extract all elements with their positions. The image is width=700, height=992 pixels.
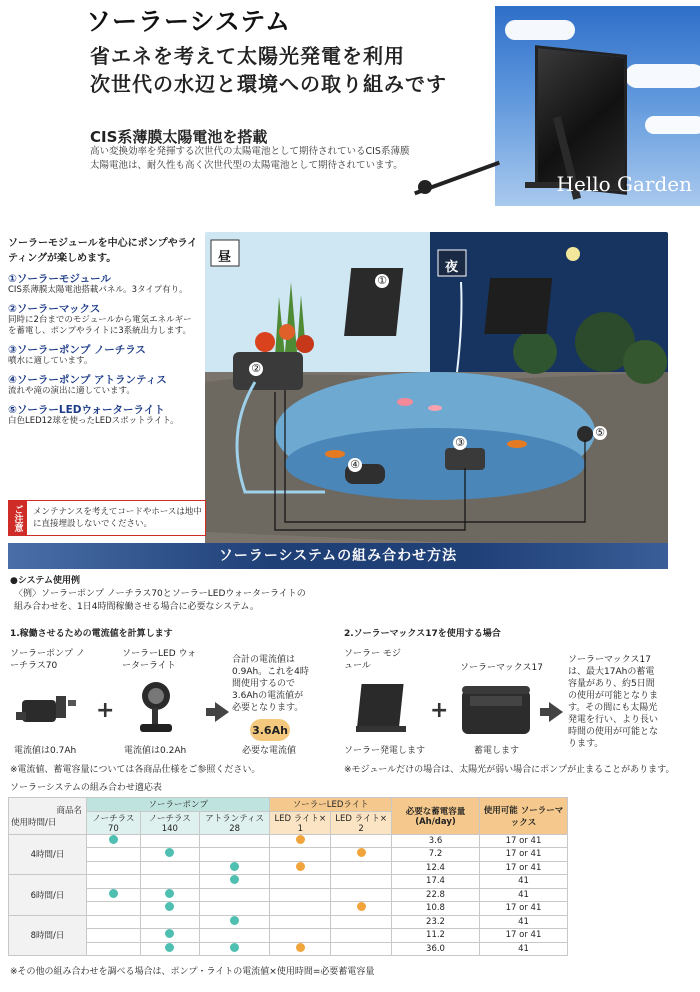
capacity-cell: 22.8 — [392, 888, 480, 902]
feature-4-title: ④ソーラーポンプ アトランティス — [8, 374, 167, 386]
pump-cell — [140, 861, 199, 875]
marker-4: ④ — [348, 458, 362, 472]
pump-cell — [140, 929, 199, 943]
solarmax-cell: 17 or 41 — [480, 929, 568, 943]
feature-2-desc: 同時に2台までのモジュールから電気エネルギーを蓄電し、ポンプやライトに3系統出力します。 — [8, 315, 192, 336]
led-cell — [270, 861, 331, 875]
pump-cell — [199, 929, 270, 943]
table-row — [9, 902, 568, 916]
step2-title: 2.ソーラーマックス17を使用する場合 — [344, 629, 501, 639]
hours-label: 8時間/日 — [9, 915, 87, 956]
sub-led-1: LED ライト× 1 — [270, 811, 331, 834]
step1-title: 1.稼働させるための電流値を計算します — [10, 629, 173, 639]
pump-cell — [87, 942, 141, 956]
marker-2: ② — [249, 362, 263, 376]
table-row — [9, 942, 568, 956]
pump-cell — [87, 902, 141, 916]
pump-cell — [199, 915, 270, 929]
pump-cell — [199, 861, 270, 875]
pump-cell — [87, 834, 141, 848]
feature-lead: ソーラーモジュールを中心にポンプやライティングが楽しめます。 — [8, 238, 198, 264]
step1-note: ※電流値、蓄電容量については各商品仕様をご参照ください。 — [10, 765, 261, 775]
pump-cell — [87, 875, 141, 889]
solarmax-cell: 17 or 41 — [480, 861, 568, 875]
led-dot-icon — [357, 848, 366, 857]
led-current: 電流値は0.2Ah — [124, 746, 187, 756]
sub-led-2: LED ライト× 2 — [331, 811, 392, 834]
table-row — [9, 888, 568, 902]
feature-5-title: ⑤ソーラーLEDウォーターライト — [8, 404, 165, 416]
day-label: 昼 — [218, 250, 232, 265]
solarmax-cell: 17 or 41 — [480, 848, 568, 862]
led-light-image — [130, 680, 180, 740]
max-explain: ソーラーマックス17は、最大17Ahの蓄電容量があり、約5日間の使用が可能となります。その間にも太陽光発電を行い、より長い時間の使用が可能となります。 — [568, 655, 659, 749]
marker-5: ⑤ — [593, 426, 607, 440]
section-subhead: CIS系薄膜太陽電池を搭載 — [90, 128, 268, 146]
led-cell — [331, 915, 392, 929]
result-pill: 3.6Ah — [250, 719, 290, 741]
tagline-line-1: 省エネを考えて太陽光発電を利用 — [90, 44, 405, 68]
pump-cell — [87, 861, 141, 875]
pump-cell — [87, 888, 141, 902]
led-cell — [270, 888, 331, 902]
capacity-cell: 11.2 — [392, 929, 480, 943]
led-cell — [331, 888, 392, 902]
led-name: ソーラーLED ウォーターライト — [122, 649, 197, 671]
led-cell — [331, 929, 392, 943]
pump-cell — [140, 942, 199, 956]
led-cell — [270, 848, 331, 862]
table-row — [9, 875, 568, 889]
feature-2-title: ②ソーラーマックス — [8, 303, 101, 315]
intro-text: 高い変換効率を発揮する次世代の太陽電池として期待されているCIS系薄膜太陽電池は、耐久性も高く次世代型の太陽電池として期待されています。 — [90, 146, 410, 171]
led-cell — [331, 848, 392, 862]
max-name: ソーラーマックス17 — [460, 663, 544, 673]
example-text: 〈例〉ソーラーポンプ ノーチラス70とソーラーLEDウォーターライトの組み合わせを、1日4時間稼働させる場合に必要なシステム。 — [14, 589, 306, 612]
feature-list — [8, 236, 198, 427]
feature-3-title: ③ソーラーポンプ ノーチラス — [8, 344, 146, 356]
max-caption: 蓄電します — [474, 746, 520, 756]
pump-cell — [199, 942, 270, 956]
led-cell — [331, 861, 392, 875]
capacity-cell: 12.4 — [392, 861, 480, 875]
table-row — [9, 848, 568, 862]
pump-dot-icon — [109, 889, 118, 898]
solarmax-cell: 17 or 41 — [480, 902, 568, 916]
feature-1-desc: CIS系薄膜太陽電池搭載パネル。3タイプ有り。 — [8, 285, 188, 295]
combination-banner: ソーラーシステムの組み合わせ方法 — [8, 543, 668, 569]
pump-cell — [140, 915, 199, 929]
caution-text: メンテナンスを考えてコードやホースは地中に直接埋設しないでください。 — [33, 507, 202, 529]
solarmax-cell: 17 or 41 — [480, 834, 568, 848]
led-cell — [270, 875, 331, 889]
pump-name: ソーラーポンプ ノーチラス70 — [10, 649, 85, 671]
pump-dot-icon — [230, 943, 239, 952]
solarmax-image — [460, 682, 532, 736]
marker-1: ① — [375, 274, 389, 288]
marker-3: ③ — [453, 436, 467, 450]
table-row — [9, 915, 568, 929]
capacity-cell: 7.2 — [392, 848, 480, 862]
pump-dot-icon — [165, 943, 174, 952]
led-cell — [331, 902, 392, 916]
solarmax-cell: 41 — [480, 942, 568, 956]
module-name: ソーラー モジュール — [344, 649, 401, 671]
led-cell — [270, 915, 331, 929]
hours-label: 4時間/日 — [9, 834, 87, 875]
pump-cell — [199, 888, 270, 902]
pond-illustration — [205, 232, 668, 552]
pump-cell — [140, 875, 199, 889]
led-cell — [331, 875, 392, 889]
example-heading: ●システム使用例 — [10, 576, 80, 586]
capacity-cell: 36.0 — [392, 942, 480, 956]
plus-sign-2: + — [430, 698, 449, 723]
sub-pump-1: ノーチラス70 — [87, 811, 141, 834]
pump-dot-icon — [165, 929, 174, 938]
led-cell — [270, 942, 331, 956]
capacity-cell: 17.4 — [392, 875, 480, 889]
step2-note: ※モジュールだけの場合は、太陽光が弱い場合にポンプが止まることがあります。 — [344, 765, 675, 775]
combination-table — [8, 797, 568, 956]
pump-dot-icon — [230, 862, 239, 871]
pond-scene-svg — [205, 232, 668, 552]
watermark-text: Hello Garden — [556, 172, 692, 196]
pump-dot-icon — [230, 875, 239, 884]
table-row — [9, 861, 568, 875]
pump-cell — [140, 888, 199, 902]
pump-cell — [87, 848, 141, 862]
table-row — [9, 929, 568, 943]
solarmax-cell: 41 — [480, 875, 568, 889]
feature-4-desc: 流れや滝の演出に適しています。 — [8, 386, 135, 396]
table-caption: ソーラーシステムの組み合わせ適応表 — [10, 783, 162, 793]
pump-cell — [140, 834, 199, 848]
col-capacity: 必要な蓄電容量 (Ah/day) — [392, 798, 480, 835]
corner-product: 商品名 — [56, 805, 82, 816]
arrow-icon-2 — [540, 702, 563, 722]
pump-dot-icon — [109, 835, 118, 844]
pump-cell — [199, 902, 270, 916]
cable-plug — [418, 180, 432, 194]
pump-dot-icon — [165, 902, 174, 911]
led-dot-icon — [296, 943, 305, 952]
led-cell — [270, 902, 331, 916]
night-label: 夜 — [445, 260, 459, 275]
solarmax-cell: 41 — [480, 888, 568, 902]
pump-cell — [199, 834, 270, 848]
solar-panel-photo — [495, 6, 700, 206]
feature-1-title: ①ソーラーモジュール — [8, 273, 111, 285]
solarmax-cell: 41 — [480, 915, 568, 929]
table-body — [9, 834, 568, 956]
pump-cell — [87, 929, 141, 943]
capacity-cell: 3.6 — [392, 834, 480, 848]
led-dot-icon — [357, 902, 366, 911]
pump-dot-icon — [165, 848, 174, 857]
pump-cell — [199, 848, 270, 862]
led-cell — [331, 942, 392, 956]
led-dot-icon — [296, 862, 305, 871]
led-cell — [270, 834, 331, 848]
feature-5-desc: 白色LED12球を使ったLEDスポットライト。 — [8, 416, 179, 426]
sub-pump-3: アトランティス28 — [199, 811, 270, 834]
pump-cell — [87, 915, 141, 929]
corner-hours: 使用時間/日 — [11, 817, 57, 828]
pump-cell — [140, 848, 199, 862]
module-image — [350, 680, 412, 738]
pump-current: 電流値は0.7Ah — [14, 746, 77, 756]
caution-box — [8, 500, 206, 536]
hours-label: 6時間/日 — [9, 875, 87, 916]
col-solarmax: 使用可能 ソーラーマックス — [480, 798, 568, 835]
plus-sign-1: + — [96, 698, 115, 723]
capacity-cell: 23.2 — [392, 915, 480, 929]
led-cell — [270, 929, 331, 943]
result-label: 必要な電流値 — [242, 746, 297, 756]
pump-dot-icon — [165, 889, 174, 898]
calc-explain: 合計の電流値は0.9Ah。これを4時間使用するので3.6Ahの電流値が必要となります。 — [232, 655, 309, 713]
pump-image — [16, 690, 78, 730]
sub-pump-2: ノーチラス140 — [140, 811, 199, 834]
page-title: ソーラーシステム — [86, 7, 292, 36]
pump-cell — [199, 875, 270, 889]
group-led: ソーラーLEDライト — [270, 798, 392, 812]
capacity-cell: 10.8 — [392, 902, 480, 916]
group-pump: ソーラーポンプ — [87, 798, 270, 812]
table-row — [9, 834, 568, 848]
table-footnote: ※その他の組み合わせを調べる場合は、ポンプ・ライトの電流値×使用時間=必要蓄電容量 — [10, 967, 375, 977]
module-caption: ソーラー発電します — [344, 746, 426, 756]
led-dot-icon — [296, 835, 305, 844]
feature-3-desc: 噴水に適しています。 — [8, 356, 93, 366]
arrow-icon-1 — [206, 702, 229, 722]
caution-badge: ご注意 — [9, 501, 27, 535]
tagline-line-2: 次世代の水辺と環境への取り組みです — [90, 72, 447, 96]
led-cell — [331, 834, 392, 848]
pump-dot-icon — [230, 916, 239, 925]
pump-cell — [140, 902, 199, 916]
